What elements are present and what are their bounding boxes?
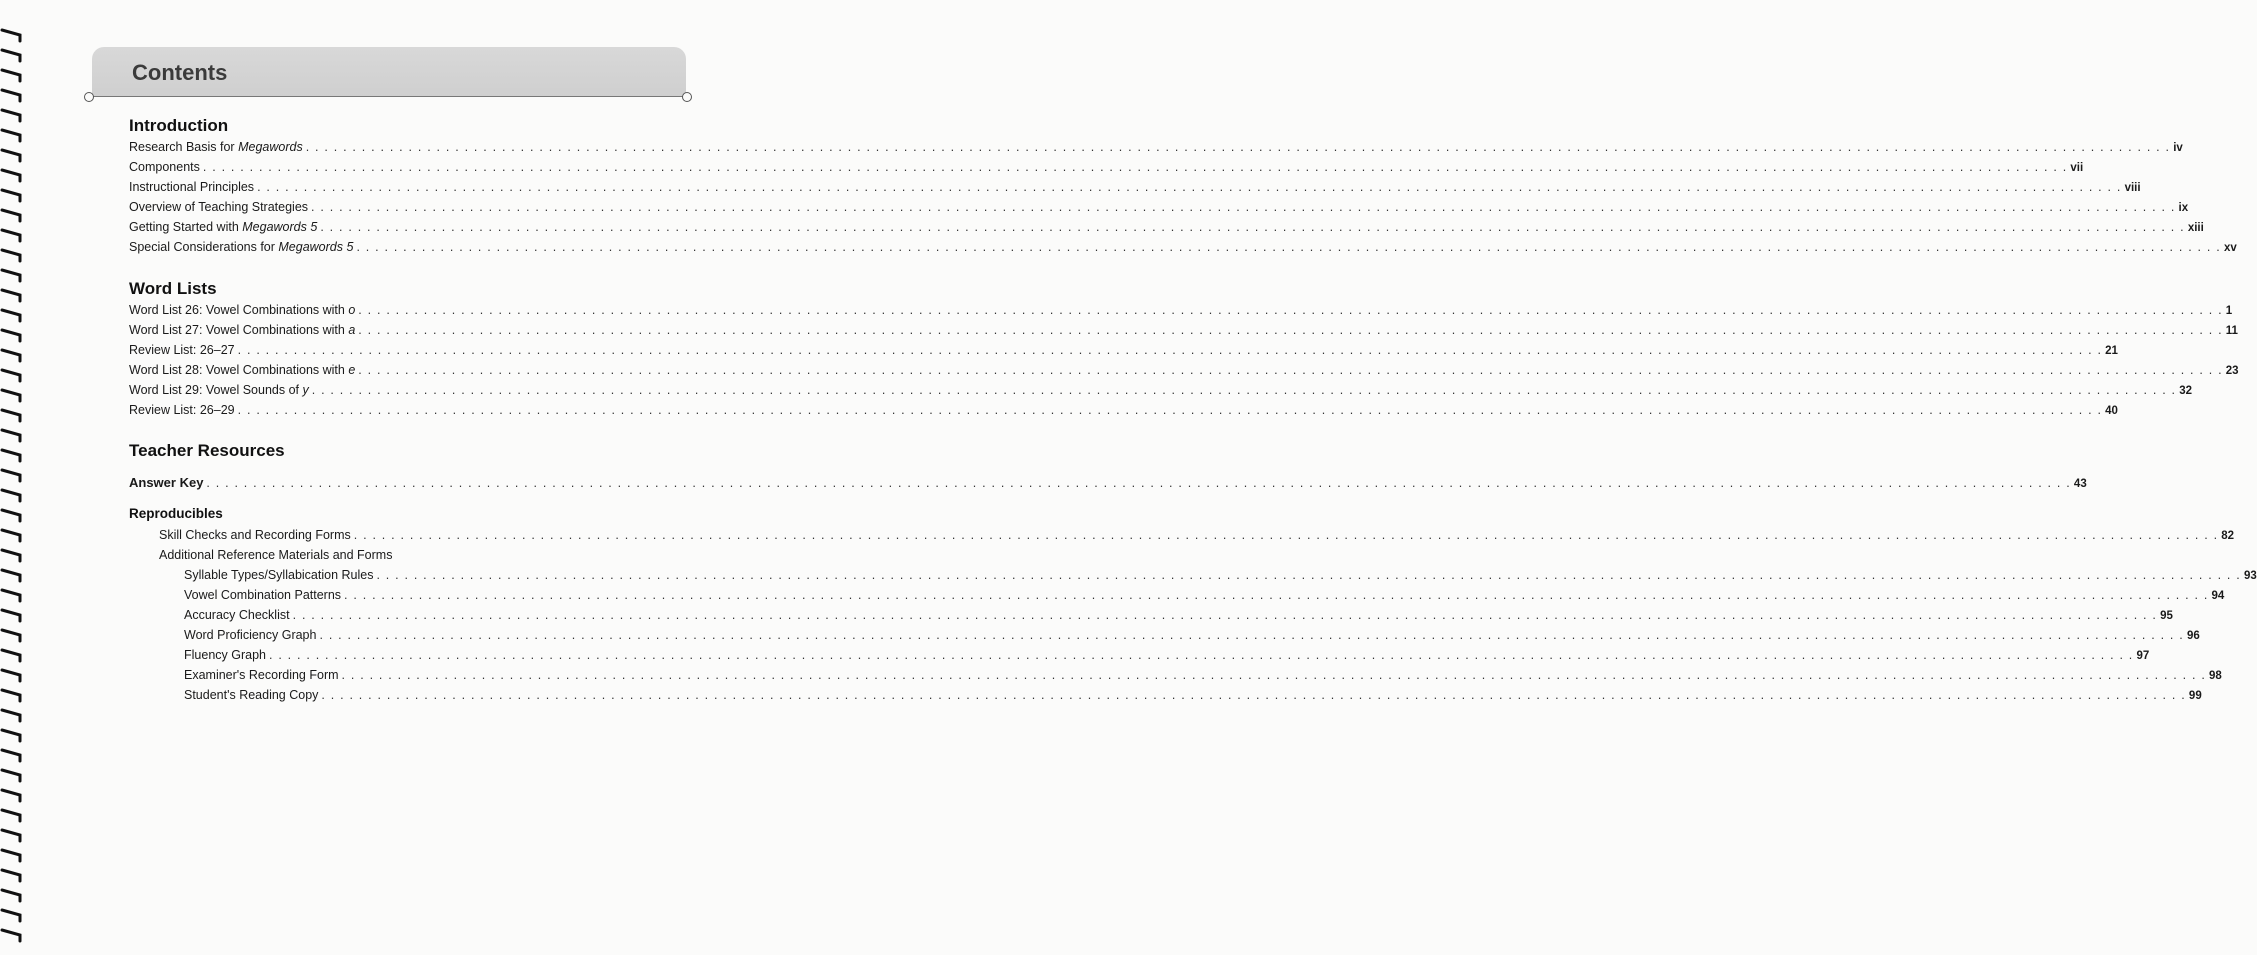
spiral-coil <box>2 730 20 741</box>
leader-dots: . . . . . . . . . . . . . . . . . . . . . . . . . . . . . . . . . . . . . . . . . . . . . . . . . . . . . . . . . . . . . . . . . . . . . . . . . . . . . . . . . . . . . . . . . . . . . . . . . . . . . . . . . . . . . . . . . . . . . . . . . . . . . . . . . . . . . . . . . . . . . . . . . . . . . . . . . . . . . . . . . . . . . . . . . . . . . . . . . . . . . . . . . . . . . . . . . . . . . . . . <box>321 688 2186 702</box>
reproducible-entry[interactable] <box>184 666 2222 684</box>
toc-entry-skill-checks[interactable] <box>159 526 2235 544</box>
leader-dots: . . . . . . . . . . . . . . . . . . . . . . . . . . . . . . . . . . . . . . . . . . . . . . . . . . . . . . . . . . . . . . . . . . . . . . . . . . . . . . . . . . . . . . . . . . . . . . . . . . . . . . . . . . . . . . . . . . . . . . . . . . . . . . . . . . . . . . . . . . . . . . . . . . . . . . . . . . . . . . . . . . . . . . . . . . . . . . . . . . . . . . . . . . . . . . . . . . . . . . . . <box>237 343 2103 357</box>
spiral-coil <box>2 270 20 281</box>
spiral-coil <box>2 850 20 861</box>
toc-entry-text: Syllable Types/Syllabication Rules <box>184 568 374 582</box>
spiral-coil <box>2 810 20 821</box>
toc-entry-page: 23 <box>2225 365 2239 377</box>
header-left-dot <box>84 92 94 102</box>
spiral-coil <box>2 290 20 301</box>
introduction-entry[interactable] <box>129 218 2204 236</box>
spiral-coil <box>2 530 20 541</box>
toc-heading-additional <box>159 546 628 564</box>
reproducible-entry[interactable] <box>184 566 2257 584</box>
reproducible-entry[interactable] <box>184 686 2202 704</box>
toc-entry-page: 1 <box>2225 305 2233 317</box>
spiral-coil <box>2 610 20 621</box>
leader-dots: . . . . . . . . . . . . . . . . . . . . . . . . . . . . . . . . . . . . . . . . . . . . . . . . . . . . . . . . . . . . . . . . . . . . . . . . . . . . . . . . . . . . . . . . . . . . . . . . . . . . . . . . . . . . . . . . . . . . . . . . . . . . . . . . . . . . . . . . . . . . . . . . . . . . . . . . . . . . . . . . . . . . . . . . . . . . . . . . . . . . . . . . . . . . . . . . . . . . . . . . <box>311 200 2176 214</box>
toc-entry-text: Review List: 26–27 <box>129 343 235 357</box>
section-teacher-resources-title: Teacher Resources <box>129 441 285 460</box>
spiral-coil <box>2 370 20 381</box>
reproducible-entry[interactable] <box>184 586 2225 604</box>
toc-entry-label <box>184 666 339 684</box>
toc-entry-page: 32 <box>2179 385 2193 397</box>
spiral-coil <box>2 790 20 801</box>
spiral-coil <box>2 350 20 361</box>
toc-entry-label <box>129 361 355 379</box>
toc-entry-label <box>129 401 235 419</box>
toc-entry-italic-text: o <box>348 303 356 317</box>
toc-entry-page: 40 <box>2105 405 2118 417</box>
introduction-entry[interactable] <box>129 238 2237 256</box>
spiral-coil <box>2 690 20 701</box>
toc-entry-text: Student's Reading Copy <box>184 688 319 702</box>
toc-entry-text: Word Proficiency Graph <box>184 628 317 642</box>
spiral-coil <box>2 830 20 841</box>
spiral-coil <box>2 430 20 441</box>
toc-entry-text: Getting Started with <box>129 220 243 234</box>
word-list-entry[interactable] <box>129 321 2238 339</box>
leader-dots: . . . . . . . . . . . . . . . . . . . . . . . . . . . . . . . . . . . . . . . . . . . . . . . . . . . . . . . . . . . . . . . . . . . . . . . . . . . . . . . . . . . . . . . . . . . . . . . . . . . . . . . . . . . . . . . . . . . . . . . . . . . . . . . . . . . . . . . . . . . . . . . . . . . . . . . . . . . . . . . . . . . . . . . . . . . . . . . . . . . . . . . . . . . . . . . . . . . . . . . . <box>358 303 2223 317</box>
spiral-coil <box>2 630 20 641</box>
toc-entry-text: Word List 29: Vowel Sounds of <box>129 383 303 397</box>
toc-entry-italic-text: e <box>348 363 356 377</box>
toc-entry-label <box>129 178 254 196</box>
leader-dots: . . . . . . . . . . . . . . . . . . . . . . . . . . . . . . . . . . . . . . . . . . . . . . . . . . . . . . . . . . . . . . . . . . . . . . . . . . . . . . . . . . . . . . . . . . . . . . . . . . . . . . . . . . . . . . . . . . . . . . . . . . . . . . . . . . . . . . . . . . . . . . . . . . . . . . . . . . . . . . . . . . . . . . . . . . . . . . . . . . . . . . . . . . . . . . . . . . . . . . . . <box>353 528 2219 542</box>
toc-entry-label <box>129 381 309 399</box>
spiral-coil <box>2 410 20 421</box>
spiral-coil <box>2 510 20 521</box>
spiral-coil <box>2 930 20 941</box>
toc-entry-label <box>129 198 308 216</box>
toc-entry-text: Review List: 26–29 <box>129 403 235 417</box>
spiral-coil <box>2 390 20 401</box>
toc-entry-label <box>184 646 266 664</box>
reproducibles-title: Reproducibles <box>129 506 223 521</box>
leader-dots: . . . . . . . . . . . . . . . . . . . . . . . . . . . . . . . . . . . . . . . . . . . . . . . . . . . . . . . . . . . . . . . . . . . . . . . . . . . . . . . . . . . . . . . . . . . . . . . . . . . . . . . . . . . . . . . . . . . . . . . . . . . . . . . . . . . . . . . . . . . . . . . . . . . . . . . . . . . . . . . . . . . . . . . . . . . . . . . . . . . . . . . . . . . . . . . . . . . . . . . . <box>344 588 2209 602</box>
toc-entry-italic-text: Megawords 5 <box>242 220 318 234</box>
spiral-coil <box>2 490 20 501</box>
toc-entry-text: Word List 26: Vowel Combinations with <box>129 303 349 317</box>
toc-entry-page: 95 <box>2160 610 2173 622</box>
toc-entry-italic-text: Megawords 5 <box>278 240 354 254</box>
toc-entry-page: iv <box>2173 142 2183 154</box>
leader-dots: . . . . . . . . . . . . . . . . . . . . . . . . . . . . . . . . . . . . . . . . . . . . . . . . . . . . . . . . . . . . . . . . . . . . . . . . . . . . . . . . . . . . . . . . . . . . . . . . . . . . . . . . . . . . . . . . . . . . . . . . . . . . . . . . . . . . . . . . . . . . . . . . . . . . . . . . . . . . . . . . . . . . . . . . . . . . . . . . . . . . . . . . . . . . . . . . . . . . . . . . <box>202 160 2068 174</box>
spiral-coil <box>2 50 20 61</box>
toc-entry-label <box>184 566 373 584</box>
toc-entry-text: Research Basis for <box>129 140 239 154</box>
spiral-coil <box>2 110 20 121</box>
toc-entry-page: 98 <box>2209 670 2222 682</box>
spiral-coil <box>2 450 20 461</box>
toc-entry-label <box>184 686 318 704</box>
toc-entry-label <box>129 138 303 156</box>
spiral-coil <box>2 70 20 81</box>
leader-dots: . . . . . . . . . . . . . . . . . . . . . . . . . . . . . . . . . . . . . . . . . . . . . . . . . . . . . . . . . . . . . . . . . . . . . . . . . . . . . . . . . . . . . . . . . . . . . . . . . . . . . . . . . . . . . . . . . . . . . . . . . . . . . . . . . . . . . . . . . . . . . . . . . . . . . . . . . . . . . . . . . . . . . . . . . . . . . . . . . . . . . . . . . . . . . . . . . . . . . . . . <box>319 628 2184 642</box>
toc-entry-page: 94 <box>2211 590 2225 602</box>
toc-entry-text: Word List 28: Vowel Combinations with <box>129 363 349 377</box>
toc-entry-label <box>129 301 355 319</box>
reproducible-entry[interactable] <box>184 606 2173 624</box>
leader-dots: . . . . . . . . . . . . . . . . . . . . . . . . . . . . . . . . . . . . . . . . . . . . . . . . . . . . . . . . . . . . . . . . . . . . . . . . . . . . . . . . . . . . . . . . . . . . . . . . . . . . . . . . . . . . . . . . . . . . . . . . . . . . . . . . . . . . . . . . . . . . . . . . . . . . . . . . . . . . . . . . . . . . . . . . . . . . . . . . . . . . . . . . . . . . . . . . . . . . . . . . <box>358 363 2223 377</box>
word-list-entry[interactable] <box>129 301 2233 319</box>
spiral-coil <box>2 910 20 921</box>
spiral-coil <box>2 150 20 161</box>
spiral-coil <box>2 890 20 901</box>
introduction-entry[interactable] <box>129 198 2189 216</box>
word-list-entry[interactable] <box>129 341 2118 359</box>
toc-entry-page: 82 <box>2221 530 2235 542</box>
spiral-coil <box>2 130 20 141</box>
toc-entry-text: Word List 27: Vowel Combinations with <box>129 323 349 337</box>
introduction-entry[interactable] <box>129 138 2183 156</box>
toc-entry-text: Components <box>129 160 200 174</box>
spiral-coil <box>2 170 20 181</box>
toc-entry-label <box>129 321 355 339</box>
toc-entry-page: xv <box>2223 242 2237 254</box>
spiral-binding <box>0 0 28 955</box>
header-right-dot <box>682 92 692 102</box>
word-list-entry[interactable] <box>129 381 2193 399</box>
leader-dots: . . . . . . . . . . . . . . . . . . . . . . . . . . . . . . . . . . . . . . . . . . . . . . . . . . . . . . . . . . . . . . . . . . . . . . . . . . . . . . . . . . . . . . . . . . . . . . . . . . . . . . . . . . . . . . . . . . . . . . . . . . . . . . . . . . . . . . . . . . . . . . . . . . . . . . . . . . . . . . . . . . . . . . . . . . . . . . . . . . . . . . . . . . . . . . . . . . . . . . . . <box>320 220 2185 234</box>
toc-entry-label <box>129 158 200 176</box>
toc-entry-page: vii <box>2070 162 2084 174</box>
toc-entry-label <box>184 606 290 624</box>
leader-dots: . . . . . . . . . . . . . . . . . . . . . . . . . . . . . . . . . . . . . . . . . . . . . . . . . . . . . . . . . . . . . . . . . . . . . . . . . . . . . . . . . . . . . . . . . . . . . . . . . . . . . . . . . . . . . . . . . . . . . . . . . . . . . . . . . . . . . . . . . . . . . . . . . . . . . . . . . . . . . . . . . . . . . . . . . . . . . . . . . . . . . . . . . . . . . . . . . . . . . . . . <box>311 383 2177 397</box>
reproducible-entry[interactable] <box>184 626 2200 644</box>
spiral-coil <box>2 770 20 781</box>
toc-entry-page: ix <box>2178 202 2189 214</box>
leader-dots: . . . . . . . . . . . . . . . . . . . . . . . . . . . . . . . . . . . . . . . . . . . . . . . . . . . . . . . . . . . . . . . . . . . . . . . . . . . . . . . . . . . . . . . . . . . . . . . . . . . . . . . . . . . . . . . . . . . . . . . . . . . . . . . . . . . . . . . . . . . . . . . . . . . . . . . . . . . . . . . . . . . . . . . . . . . . . . . . . . . . . . . . . . . . . . . . . . . . . . . . <box>237 403 2103 417</box>
toc-entry-label <box>129 218 317 236</box>
section-word-lists-title: Word Lists <box>129 279 217 298</box>
spiral-coil <box>2 870 20 881</box>
toc-entry-page: 11 <box>2225 325 2238 337</box>
toc-entry-page: xiii <box>2187 222 2204 234</box>
spiral-coil <box>2 90 20 101</box>
toc-entry-text: Fluency Graph <box>184 648 266 662</box>
leader-dots: . . . . . . . . . . . . . . . . . . . . . . . . . . . . . . . . . . . . . . . . . . . . . . . . . . . . . . . . . . . . . . . . . . . . . . . . . . . . . . . . . . . . . . . . . . . . . . . . . . . . . . . . . . . . . . . . . . . . . . . . . . . . . . . . . . . . . . . . . . . . . . . . . . . . . . . . . . . . . . . . . . . . . . . . . . . . . . . . . . . . . . . . . . . . . . . . . . . . . . . . <box>292 608 2158 622</box>
toc-entry-page: 99 <box>2188 690 2202 702</box>
toc-entry-label <box>184 586 341 604</box>
toc-entry-label <box>129 238 353 256</box>
toc-entry-text: Accuracy Checklist <box>184 608 290 622</box>
leader-dots: . . . . . . . . . . . . . . . . . . . . . . . . . . . . . . . . . . . . . . . . . . . . . . . . . . . . . . . . . . . . . . . . . . . . . . . . . . . . . . . . . . . . . . . . . . . . . . . . . . . . . . . . . . . . . . . . . . . . . . . . . . . . . . . . . . . . . . . . . . . . . . . . . . . . . . . . . . . . . . . . . . . . . . . . . . . . . . . . . . . . . . . . . . . . . . . . . . . . . . . . <box>206 476 2071 490</box>
contents-header <box>92 47 686 97</box>
toc-entry-text: Overview of Teaching Strategies <box>129 200 309 214</box>
toc-entry-italic-text: y <box>302 383 309 397</box>
spiral-coil <box>2 750 20 761</box>
spiral-coil <box>2 330 20 341</box>
toc-entry-page: viii <box>2124 182 2141 194</box>
word-list-entry[interactable] <box>129 361 2239 379</box>
spiral-coil <box>2 310 20 321</box>
toc-entry-text: Examiner's Recording Form <box>184 668 339 682</box>
toc-entry-page: 43 <box>2073 478 2087 490</box>
toc-entry-label <box>129 341 235 359</box>
section-introduction-title: Introduction <box>129 116 229 135</box>
toc-entry-answer-key[interactable] <box>129 474 2087 492</box>
introduction-entry[interactable] <box>129 178 2141 196</box>
spiral-coil <box>2 590 20 601</box>
spiral-coil <box>2 210 20 221</box>
spiral-coil <box>2 650 20 661</box>
spiral-coil <box>2 230 20 241</box>
leader-dots: . . . . . . . . . . . . . . . . . . . . . . . . . . . . . . . . . . . . . . . . . . . . . . . . . . . . . . . . . . . . . . . . . . . . . . . . . . . . . . . . . . . . . . . . . . . . . . . . . . . . . . . . . . . . . . . . . . . . . . . . . . . . . . . . . . . . . . . . . . . . . . . . . . . . . . . . . . . . . . . . . . . . . . . . . . . . . . . . . . . . . . . . . . . . . . . . . . . . . . . . <box>356 240 2221 254</box>
leader-dots: . . . . . . . . . . . . . . . . . . . . . . . . . . . . . . . . . . . . . . . . . . . . . . . . . . . . . . . . . . . . . . . . . . . . . . . . . . . . . . . . . . . . . . . . . . . . . . . . . . . . . . . . . . . . . . . . . . . . . . . . . . . . . . . . . . . . . . . . . . . . . . . . . . . . . . . . . . . . . . . . . . . . . . . . . . . . . . . . . . . . . . . . . . . . . . . . . . . . . . . . <box>268 648 2134 662</box>
toc-entry-label: Answer Key <box>129 475 204 490</box>
header-rule <box>90 96 688 97</box>
spiral-coil <box>2 470 20 481</box>
toc-entry-page: 96 <box>2186 630 2200 642</box>
leader-dots: . . . . . . . . . . . . . . . . . . . . . . . . . . . . . . . . . . . . . . . . . . . . . . . . . . . . . . . . . . . . . . . . . . . . . . . . . . . . . . . . . . . . . . . . . . . . . . . . . . . . . . . . . . . . . . . . . . . . . . . . . . . . . . . . . . . . . . . . . . . . . . . . . . . . . . . . . . . . . . . . . . . . . . . . . . . . . . . . . . . . . . . . . . . . . . . . . . . . . . . . <box>257 180 2122 194</box>
toc-entry-label: Skill Checks and Recording Forms <box>159 528 351 542</box>
toc-entry-page: 21 <box>2105 345 2118 357</box>
toc-entry-label: Additional Reference Materials and Forms <box>159 548 393 562</box>
introduction-entry[interactable] <box>129 158 2084 176</box>
leader-dots: . . . . . . . . . . . . . . . . . . . . . . . . . . . . . . . . . . . . . . . . . . . . . . . . . . . . . . . . . . . . . . . . . . . . . . . . . . . . . . . . . . . . . . . . . . . . . . . . . . . . . . . . . . . . . . . . . . . . . . . . . . . . . . . . . . . . . . . . . . . . . . . . . . . . . . . . . . . . . . . . . . . . . . . . . . . . . . . . . . . . . . . . . . . . . . . . . . . . . . . . <box>358 323 2223 337</box>
page-title: Contents <box>132 60 228 85</box>
toc-entry-text: Vowel Combination Patterns <box>184 588 342 602</box>
spiral-coil <box>2 550 20 561</box>
spiral-coil <box>2 570 20 581</box>
toc-entry-label <box>184 626 316 644</box>
toc-entry-page: 93 <box>2243 570 2257 582</box>
spiral-coil <box>2 30 20 41</box>
spiral-coil <box>2 190 20 201</box>
toc-entry-text: Special Considerations for <box>129 240 279 254</box>
toc-entry-italic-text: Megawords <box>238 140 303 154</box>
leader-dots: . . . . . . . . . . . . . . . . . . . . . . . . . . . . . . . . . . . . . . . . . . . . . . . . . . . . . . . . . . . . . . . . . . . . . . . . . . . . . . . . . . . . . . . . . . . . . . . . . . . . . . . . . . . . . . . . . . . . . . . . . . . . . . . . . . . . . . . . . . . . . . . . . . . . . . . . . . . . . . . . . . . . . . . . . . . . . . . . . . . . . . . . . . . . . . . . . . . . . . . . <box>305 140 2171 154</box>
toc-entry-text: Instructional Principles <box>129 180 255 194</box>
word-list-entry[interactable] <box>129 401 2118 419</box>
spiral-coil <box>2 710 20 721</box>
leader-dots: . . . . . . . . . . . . . . . . . . . . . . . . . . . . . . . . . . . . . . . . . . . . . . . . . . . . . . . . . . . . . . . . . . . . . . . . . . . . . . . . . . . . . . . . . . . . . . . . . . . . . . . . . . . . . . . . . . . . . . . . . . . . . . . . . . . . . . . . . . . . . . . . . . . . . . . . . . . . . . . . . . . . . . . . . . . . . . . . . . . . . . . . . . . . . . . . . . . . . . . . <box>376 568 2241 582</box>
toc-entry-page: 97 <box>2136 650 2150 662</box>
reproducible-entry[interactable] <box>184 646 2150 664</box>
spiral-coil <box>2 670 20 681</box>
toc-entry-italic-text: a <box>348 323 356 337</box>
spiral-coil <box>2 250 20 261</box>
leader-dots: . . . . . . . . . . . . . . . . . . . . . . . . . . . . . . . . . . . . . . . . . . . . . . . . . . . . . . . . . . . . . . . . . . . . . . . . . . . . . . . . . . . . . . . . . . . . . . . . . . . . . . . . . . . . . . . . . . . . . . . . . . . . . . . . . . . . . . . . . . . . . . . . . . . . . . . . . . . . . . . . . . . . . . . . . . . . . . . . . . . . . . . . . . . . . . . . . . . . . . . . <box>341 668 2207 682</box>
